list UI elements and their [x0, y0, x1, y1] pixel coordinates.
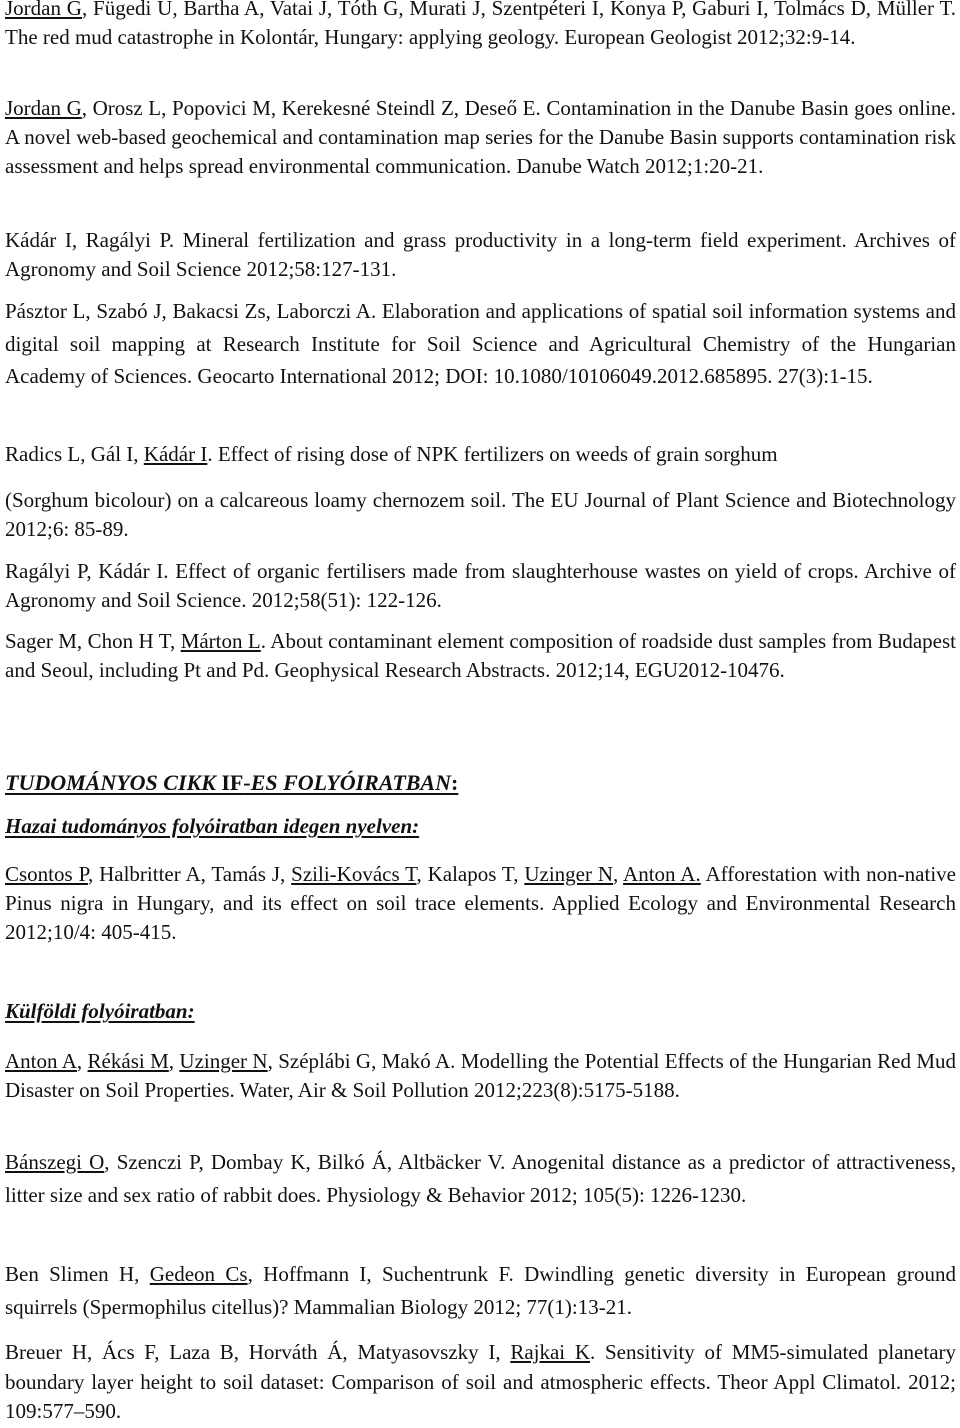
author-name-underlined: Uzinger N	[524, 862, 614, 886]
reference-entry	[5, 486, 956, 544]
author-list: ,	[76, 1049, 88, 1073]
subheading-foreign: Külföldi folyóiratban:	[5, 999, 195, 1023]
reference-body: About contaminant element composition of roadside dust samples from Budapest and Seoul, including Pt and Pd. Geophysical Research Abstracts. 2012;14, EGU2012-10476.	[5, 629, 956, 682]
author-name-underlined: Rajkai K	[510, 1340, 590, 1364]
reference-entry	[5, 557, 956, 615]
author-name-underlined: Jordan G	[5, 96, 82, 120]
reference-body: Afforestation with non-native Pinus nigra in Hungary, and its effect on soil trace elements. Applied Ecology and Environmental Research 2012;10/4: 405-415.	[5, 862, 956, 944]
author-list: , Halbritter A, Tamás J,	[87, 862, 292, 886]
author-list: , Széplábi G, Makó A.	[267, 1049, 461, 1073]
author-name-underlined: Uzinger N	[179, 1049, 268, 1073]
author-list: Kádár I, Ragályi P.	[5, 228, 183, 252]
section-heading	[5, 770, 458, 796]
reference-entry	[5, 627, 956, 685]
reference-entry	[5, 860, 956, 947]
author-list: Ben Slimen H,	[5, 1262, 150, 1286]
author-list: , Kalapos T,	[416, 862, 525, 886]
reference-entry	[5, 226, 956, 284]
reference-body: Effect of organic fertilisers made from slaughterhouse wastes on yield of crops. Archive of Agronomy and Soil Science. 2012;58(51): 122-126.	[5, 559, 956, 612]
author-name-underlined: Csontos P	[5, 862, 88, 886]
author-list: , Hoffmann I, Suchentrunk F.	[247, 1262, 525, 1286]
author-name-underlined: Anton A.	[623, 862, 701, 886]
author-list: , Szenczi P, Dombay K, Bilkó Á, Altbäcker V.	[104, 1150, 512, 1174]
section-heading-part: -ES FOLYÓIRATBAN	[243, 770, 451, 795]
reference-body: Sensitivity of MM5-simulated planetary boundary layer height to soil dataset: Comparison of soil and atmospheric effects. Theor Appl Climatol. 2012; 109:577–590.	[5, 1340, 957, 1423]
author-name-underlined: Jordan G	[5, 0, 82, 20]
author-list: Radics L, Gál I,	[5, 442, 144, 466]
reference-entry	[5, 1258, 956, 1323]
section-heading-part: :	[451, 770, 459, 795]
author-list: Sager M, Chon H T,	[5, 629, 181, 653]
reference-entry	[5, 94, 956, 181]
reference-entry	[5, 440, 956, 469]
author-list: .	[207, 442, 218, 466]
author-list: .	[590, 1340, 605, 1364]
reference-body: Elaboration and applications of spatial soil information systems and digital soil mapping at Research Institute for Soil Science and Agricultural Chemistry of the Hungarian Academy of Sciences. Geocarto International 2012; DOI: 10.1080/10106049.2012.685895. 27(3):1-15.	[5, 299, 956, 388]
reference-body: Effect of rising dose of NPK fertilizers on weeds of grain sorghum	[217, 442, 778, 466]
author-name-underlined: Gedeon Cs	[149, 1262, 248, 1286]
author-name-underlined: Szili-Kovács T	[291, 862, 417, 886]
author-list: Breuer H, Ács F, Laza B, Horváth Á, Matyasovszky I,	[5, 1340, 511, 1364]
reference-entry	[5, 0, 956, 52]
subheading-domestic: Hazai tudományos folyóiratban idegen nyelven:	[5, 814, 420, 838]
author-name-underlined: Kádár I	[143, 442, 208, 466]
reference-entry	[5, 295, 956, 393]
author-list: ,	[168, 1049, 180, 1073]
reference-entry	[5, 1047, 956, 1105]
author-list: ,	[613, 862, 624, 886]
reference-entry	[5, 1146, 956, 1211]
section-heading-part: TUDOMÁNYOS CIKK	[5, 770, 222, 795]
author-name-underlined: Márton L	[180, 629, 261, 653]
author-list: , Fügedi U, Bartha A, Vatai J, Tóth G, Murati J, Szentpéteri I, Konya P, Gaburi I, Tolmács D, Müller T.	[81, 0, 956, 20]
reference-body: Anogenital distance as a predictor of attractiveness, litter size and sex ratio of rabbit does. Physiology & Behavior 2012; 105(5): 1226-1230.	[5, 1150, 957, 1207]
reference-body: Contamination in the Danube Basin goes online. A novel web-based geochemical and contamination map series for the Danube Basin supports contamination risk assessment and helps spread environmental communication. Danube Watch 2012;1:20-21.	[5, 96, 956, 178]
reference-body: Dwindling genetic diversity in European ground squirrels (Spermophilus citellus)? Mammalian Biology 2012; 77(1):13-21.	[5, 1262, 956, 1319]
reference-body: Mineral fertilization and grass productivity in a long-term field experiment. Archives of Agronomy and Soil Science 2012;58:127-131.	[5, 228, 956, 281]
author-name-underlined: Anton A	[5, 1049, 77, 1073]
author-name-underlined: Rékási M	[87, 1049, 169, 1073]
author-name-underlined: Bánszegi O	[5, 1150, 105, 1174]
reference-body: The red mud catastrophe in Kolontár, Hungary: applying geology. European Geologist 2012;32:9-14.	[5, 25, 856, 49]
author-list: .	[260, 629, 271, 653]
section-heading-part: IF	[221, 770, 244, 795]
reference-entry	[5, 1338, 956, 1427]
author-list: Pásztor L, Szabó J, Bakacsi Zs, Laborczi A.	[5, 299, 382, 323]
author-list: Ragályi P, Kádár I.	[5, 559, 176, 583]
author-list: , Orosz L, Popovici M, Kerekesné Steindl Z, Deseő E.	[81, 96, 547, 120]
reference-body: Modelling the Potential Effects of the Hungarian Red Mud Disaster on Soil Properties. Water, Air & Soil Pollution 2012;223(8):5175-5188.	[5, 1049, 957, 1102]
reference-body: (Sorghum bicolour) on a calcareous loamy chernozem soil. The EU Journal of Plant Science and Biotechnology 2012;6: 85-89.	[5, 488, 956, 541]
